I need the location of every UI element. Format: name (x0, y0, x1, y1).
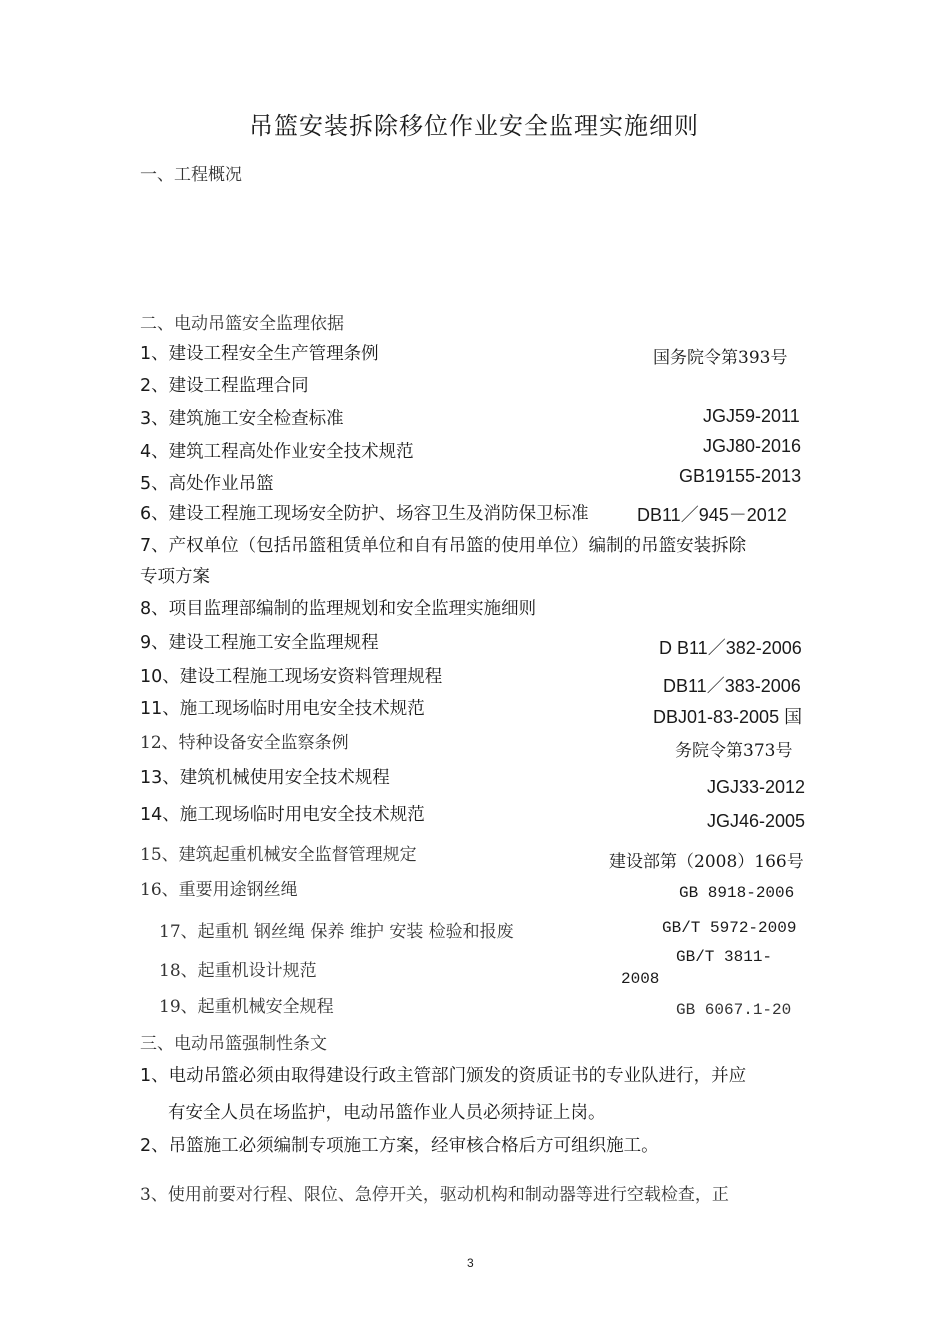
basis-item: 9、建设工程施工安全监理规程 (140, 633, 379, 653)
basis-item: 3、建筑施工安全检查标准 (140, 409, 344, 429)
mandatory-clause: 3、使用前要对行程、限位、急停开关，驱动机构和制动器等进行空载检查，正 (140, 1185, 729, 1205)
basis-item: 18、起重机设计规范 (159, 961, 317, 981)
basis-reference: DBJ01-83-2005 国 (653, 707, 803, 727)
basis-reference: DB11／945－2012 (637, 505, 787, 525)
basis-item: 5、高处作业吊篮 (140, 474, 274, 494)
basis-reference: JGJ46-2005 (707, 811, 806, 831)
basis-reference: GB/T 5972-2009 (662, 919, 797, 937)
mandatory-clause: 2、吊篮施工必须编制专项施工方案，经审核合格后方可组织施工。 (140, 1136, 659, 1156)
basis-reference: JGJ80-2016 (703, 436, 802, 456)
basis-reference-clipped (676, 1001, 806, 1019)
basis-item: 8、项目监理部编制的监理规划和安全监理实施细则 (140, 599, 537, 619)
basis-reference: JGJ33-2012 (707, 777, 806, 797)
basis-reference: 建设部第（2008）166号 (609, 852, 804, 872)
basis-reference: GB 6067.1-20 (676, 1001, 792, 1019)
section-heading-basis: 二、电动吊篮安全监理依据 (140, 314, 344, 334)
basis-item: 14、施工现场临时用电安全技术规范 (140, 805, 425, 825)
section-heading-mandatory: 三、电动吊篮强制性条文 (140, 1034, 327, 1054)
basis-item: 1、建设工程安全生产管理条例 (140, 344, 379, 364)
basis-reference-continuation: 2008 (621, 970, 660, 988)
basis-reference: GB/T 3811- (676, 948, 773, 966)
basis-reference: 国务院令第393号 (653, 348, 788, 368)
basis-item: 4、建筑工程高处作业安全技术规范 (140, 442, 414, 462)
basis-reference: D B11／382-2006 (659, 638, 802, 658)
mandatory-clause: 1、电动吊篮必须由取得建设行政主管部门颁发的资质证书的专业队进行，并应 (140, 1066, 747, 1086)
basis-reference: JGJ59-2011 (703, 406, 800, 426)
basis-item: 7、产权单位（包括吊篮租赁单位和自有吊篮的使用单位）编制的吊篮安装拆除 (140, 536, 747, 556)
basis-item: 13、建筑机械使用安全技术规程 (140, 768, 390, 788)
basis-item: 2、建设工程监理合同 (140, 376, 309, 396)
basis-item: 17、起重机 钢丝绳 保养 维护 安装 检验和报废 (159, 922, 514, 942)
page-number: 3 (467, 1256, 474, 1270)
section-heading-overview: 一、工程概况 (140, 165, 242, 185)
basis-item: 16、重要用途钢丝绳 (140, 880, 298, 900)
basis-item: 10、建设工程施工现场安资料管理规程 (140, 667, 443, 687)
basis-item-continuation: 专项方案 (140, 567, 210, 587)
basis-reference: GB 8918-2006 (679, 884, 795, 902)
mandatory-clause-continuation: 有安全人员在场监护，电动吊篮作业人员必须持证上岗。 (168, 1103, 606, 1123)
basis-reference: 务院令第373号 (675, 741, 793, 761)
basis-item: 15、建筑起重机械安全监督管理规定 (140, 845, 417, 865)
page-title: 吊篮安装拆除移位作业安全监理实施细则 (249, 112, 699, 140)
basis-reference: DB11／383-2006 (663, 676, 801, 696)
basis-reference: GB19155-2013 (679, 466, 802, 486)
basis-item: 19、起重机械安全规程 (159, 997, 334, 1017)
basis-item: 11、施工现场临时用电安全技术规范 (140, 699, 425, 719)
basis-item: 6、建设工程施工现场安全防护、场容卫生及消防保卫标准 (140, 504, 589, 524)
basis-item: 12、特种设备安全监察条例 (140, 733, 349, 753)
